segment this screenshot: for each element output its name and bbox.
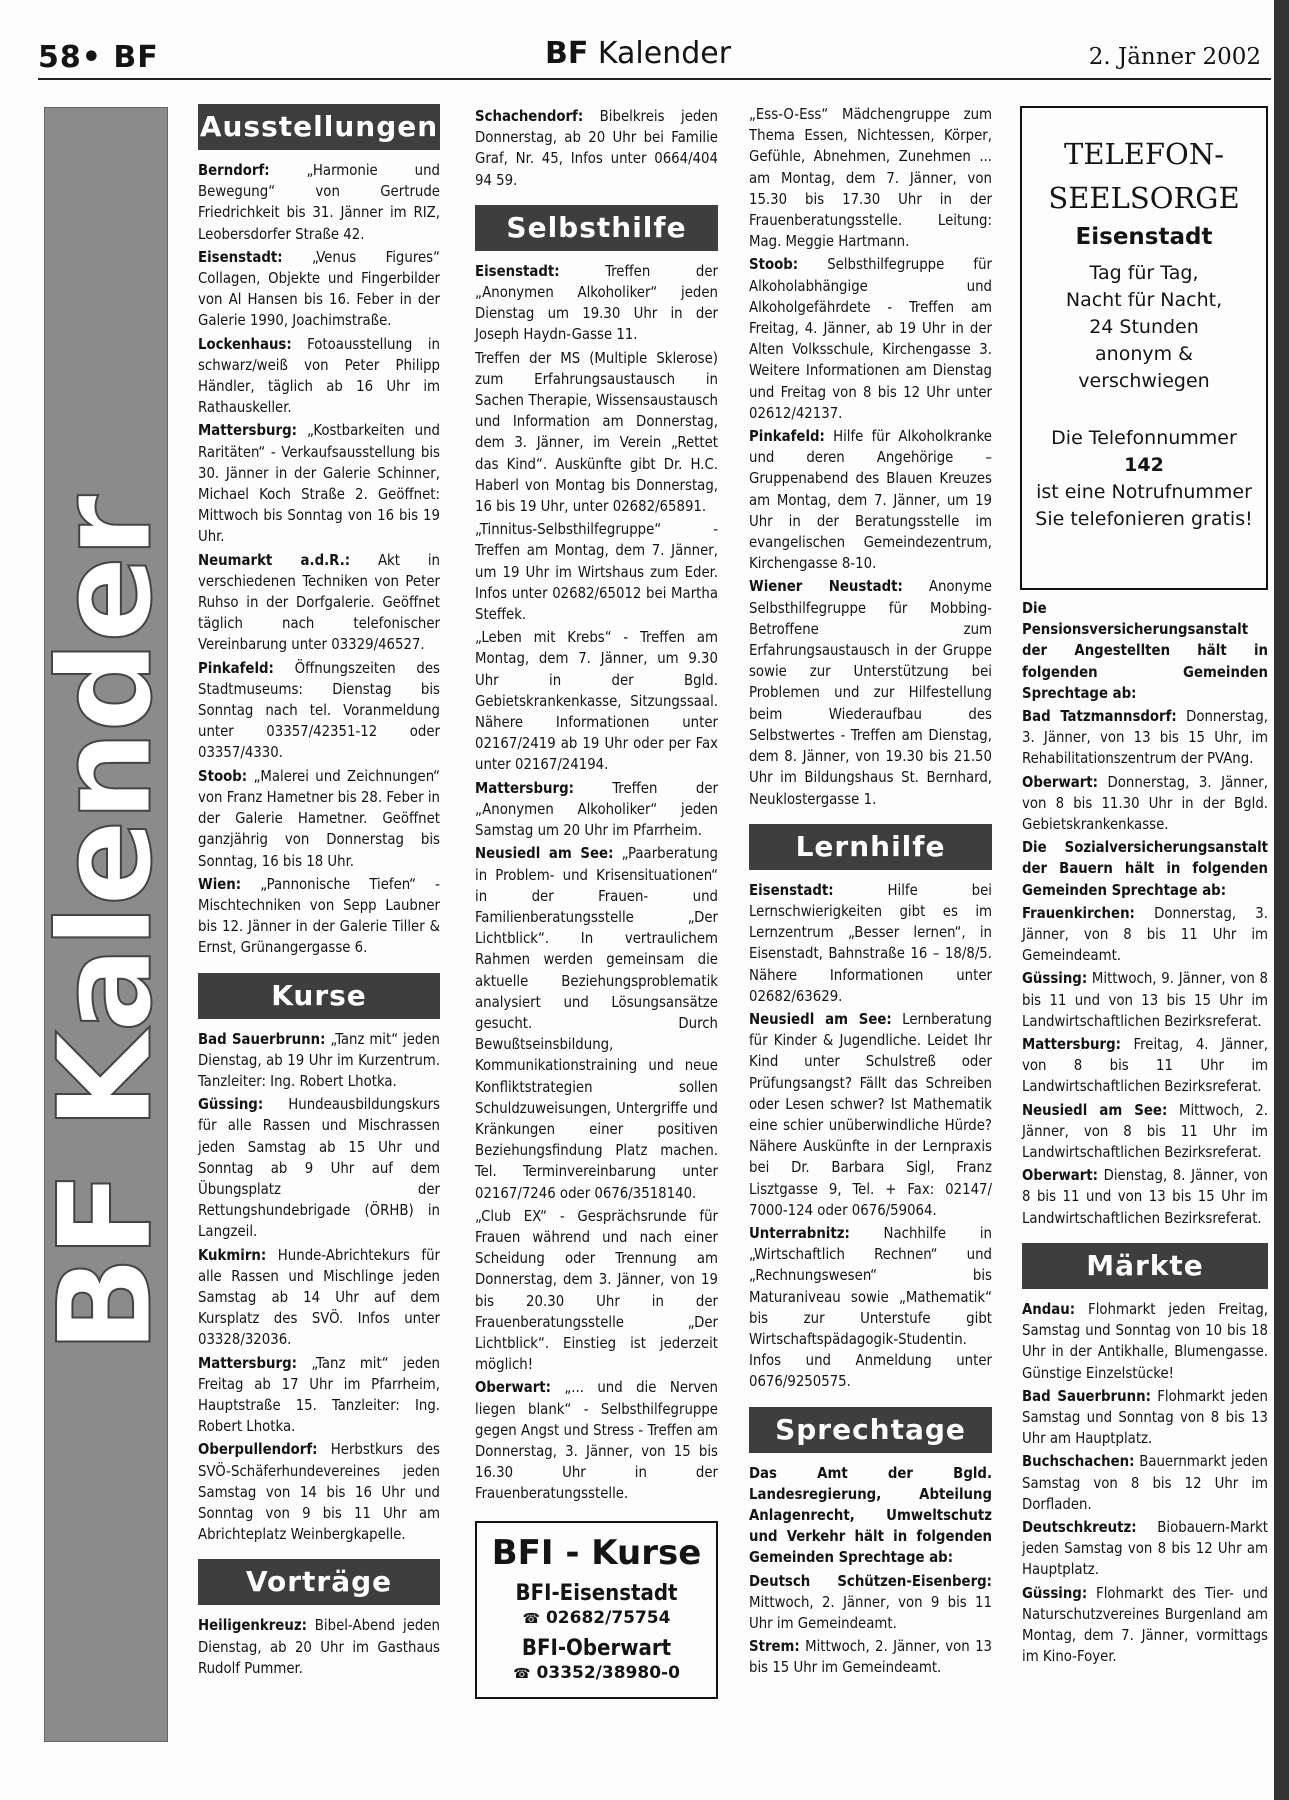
item-text: Donnerstag, 3. Jänner, von 8 bis 11.30 Uhr in der Bgld. Gebietskrankenkasse. <box>1022 773 1268 834</box>
list-item <box>198 334 440 419</box>
list-item <box>1022 1583 1268 1668</box>
item-text: Donnerstag, 3. Jänner, von 13 bis 15 Uhr, im Rehabilitationszentrum der PVAng. <box>1022 708 1268 768</box>
item-text: „Paarberatung in Problem- und Krisensituationen“ in der Frauen- und Familienberatungsstelle „Der Lichtblick“. In vertraulichem Rahmen werden gemeinsam die aktuelle Beziehungsproblematik analysiert und Lösungsansätze gesucht. Durch Bewußtseinsbildung, Kommunikationstraining und neue Konfliktstrategien sollen Schuldzuweisungen, Untergriffe und Kränkungen einer positiven Beziehungsfindung Platz machen. Tel. Terminvereinbarung unter 02167/7246 oder 0676/3518140. <box>475 845 718 1202</box>
item-text: Herbstkurs des SVÖ-Schäferhundevereines jeden Samstag von 14 bis 16 Uhr und Sonntag von 9 bis 11 Uhr am Abrichteplatz Weinbergkapelle. <box>198 1441 440 1544</box>
item-place: Oberwart: <box>1022 1167 1098 1185</box>
page-edge <box>1274 0 1289 1800</box>
item-text: Treffen der „Anonymen Alkoholiker“ jeden Samstag um 20 Uhr im Pfarrheim. <box>475 779 718 840</box>
list-item <box>475 778 718 842</box>
item-place: Pinkafeld: <box>749 428 825 446</box>
section-lead: Die Sozialversicherungsanstalt der Bauern hält in folgenden Gemeinden Sprechtage ab: <box>1022 839 1268 899</box>
issue-date: 2. Jänner 2002 <box>1088 44 1261 70</box>
item-text: Dienstag, 8. Jänner, von 8 bis 11 und von 13 bis 15 Uhr im Landwirtschaftlichen Bezirksreferat. <box>1022 1167 1268 1227</box>
item-text: Flohmarkt jeden Freitag, Samstag und Sonntag von 10 bis 18 Uhr in der Antikhalle, Blumengasse. Günstige Einzelstücke! <box>1022 1300 1268 1382</box>
item-place: Mattersburg: <box>475 779 574 797</box>
column-2 <box>475 106 718 1699</box>
list-item <box>749 576 992 809</box>
item-place: Neusiedl am See: <box>475 845 614 863</box>
section-heading: Sprechtage <box>749 1407 992 1453</box>
item-place: Unterrabnitz: <box>749 1224 850 1242</box>
page-number: 58• BF <box>38 40 159 75</box>
list-item <box>1022 1517 1268 1581</box>
column-4 <box>1022 598 1268 1669</box>
list-item <box>198 550 440 656</box>
list-item <box>1022 1299 1268 1384</box>
list-item <box>1022 1100 1268 1164</box>
item-text: Flohmarkt jeden Samstag und Sonntag von 8 bis 13 Uhr am Hauptplatz. <box>1022 1387 1268 1448</box>
list-item <box>198 766 440 872</box>
list-item <box>475 261 718 346</box>
list-item <box>198 1439 440 1545</box>
item-text: Fotoausstellung in schwarz/weiß von Peter Philipp Händler, täglich ab 16 Uhr im Rathauskeller. <box>198 335 440 417</box>
emergency-number: 142 <box>1124 454 1164 476</box>
list-item <box>1022 706 1268 770</box>
list-item <box>749 1636 992 1678</box>
list-item <box>749 1223 992 1393</box>
section-list <box>749 880 992 1393</box>
item-text: „Leben mit Krebs“ - Treffen am Montag, dem 7. Jänner, um 9.30 Uhr in der Bgld. Gebietskrankenkasse, Sitzungssaal. Nähere Informationen unter 02167/2419 ab 19 Uhr oder per Fax unter 02167/24194. <box>475 629 718 774</box>
item-place: Eisenstadt: <box>475 262 560 280</box>
list-item <box>198 1615 440 1679</box>
list-item <box>198 160 440 245</box>
item-place: Oberpullendorf: <box>198 1441 318 1459</box>
item-place: Stoob: <box>749 256 799 274</box>
list-item <box>475 843 718 1203</box>
phone-icon: ☎ <box>522 1610 540 1627</box>
bfi-title: BFI - Kurse <box>491 1532 702 1573</box>
list-item <box>475 1377 718 1504</box>
item-place: Bad Tatzmannsdorf: <box>1022 708 1177 726</box>
section-heading: Vorträge <box>198 1559 440 1605</box>
list-item <box>1022 1451 1268 1515</box>
list-item <box>198 1245 440 1351</box>
list-item <box>475 627 718 775</box>
item-place: Oberwart: <box>475 1379 551 1397</box>
item-text: Hundeausbildungskurs für alle Rassen und Mischrassen jeden Samstag ab 15 Uhr und Sonntag ab 9 Uhr auf dem Übungsplatz der Rettungshundebrigade (ÖRHB) in Langzeil. <box>198 1096 440 1241</box>
item-text: „Kostbarkeiten und Raritäten“ - Verkaufsausstellung bis 30. Jänner in der Galerie Schinner, Michael Koch Straße 2. Geöffnet: Mittwoch bis Sonntag von 16 bis 19 Uhr. <box>198 422 440 546</box>
item-text: Flohmarkt des Tier- und Naturschutzvereines Burgenland am Montag, dem 7. Jänner, vormittags im Kino-Foyer. <box>1022 1584 1268 1666</box>
section-list <box>475 106 718 191</box>
section-heading: Kurse <box>198 973 440 1019</box>
item-place: Eisenstadt: <box>749 881 834 899</box>
list-item <box>749 426 992 574</box>
item-place: Eisenstadt: <box>198 248 283 266</box>
item-text: Nachhilfe in „Wirtschaftlich Rechnen“ und „Rechnungswesen“ bis Maturaniveau sowie „Mathematik“ bis zur Unterstufe gibt Wirtschaftspädagogik-Studentin. Infos und Anmeldung unter 0676/9250575. <box>749 1224 992 1391</box>
item-text: Akt in verschiedenen Techniken von Peter Ruhso in der Dorfgalerie. Geöffnet täglich nach telefonischer Vereinbarung unter 03329/46527. <box>198 551 440 654</box>
item-place: Berndorf: <box>198 162 270 179</box>
box-lines: Tag für Tag, Nacht für Nacht, 24 Stunden anonym & verschwiegen <box>1065 262 1223 392</box>
item-text: Mittwoch, 9. Jänner, von 8 bis 11 und von 13 bis 15 Uhr im Landwirtschaftlichen Bezirksreferat. <box>1022 970 1268 1030</box>
list-item <box>749 1571 992 1635</box>
item-place: Mattersburg: <box>1022 1036 1121 1054</box>
section-list <box>1022 1299 1268 1667</box>
item-text: „Tanz mit“ jeden Dienstag, ab 19 Uhr im Kurzentrum. Tanzleiter: Ing. Robert Lhotka. <box>198 1030 440 1090</box>
section-lead: Das Amt der Bgld. Landesregierung, Abteilung Anlagenrecht, Umweltschutz und Verkehr hält in folgenden Gemeinden Sprechtage ab: <box>749 1464 992 1567</box>
item-text: Mittwoch, 2. Jänner, von 9 bis 11 Uhr im Gemeindeamt. <box>749 1593 992 1632</box>
item-text: „Malerei und Zeichnungen“ von Franz Hametner bis 28. Feber in der Galerie Hametner. Geöffnet ganzjährig von Donnerstag bis Sonntag, 16 bis 18 Uhr. <box>198 767 440 870</box>
item-text: „Ess-O-Ess“ Mädchengruppe zum Thema Essen, Nichtessen, Körper, Gefühle, Abnehmen, Zunehmen ... am Montag, dem 7. Jänner, von 15.30 bis 17.30 Uhr in der Frauenberatungsstelle. Leitung: Mag. Meggie Hartmann. <box>749 106 992 251</box>
section-list <box>1022 706 1268 835</box>
item-place: Mattersburg: <box>198 422 297 440</box>
item-text: Hilfe für Alkoholkranke und deren Angehörige – Gruppenabend des Blauen Kreuzes am Montag, dem 7. Jänner, um 19 Uhr in der Beratungsstelle im evangelischen Gemeindezentrum, Kirchengasse 8-10. <box>749 428 992 573</box>
item-place: Mattersburg: <box>198 1354 297 1372</box>
item-text: Mittwoch, 2. Jänner, von 13 bis 15 Uhr im Gemeindeamt. <box>749 1638 992 1677</box>
item-place: Oberwart: <box>1022 773 1098 791</box>
item-place: Schachendorf: <box>475 108 584 125</box>
section-list <box>198 160 440 959</box>
item-text: „Tinnitus-Selbsthilfegruppe“ - Treffen am Montag, dem 7. Jänner, um 19 Uhr im Wirtshaus zum Eder. Infos unter 02682/65012 bei Martha Steffek. <box>475 521 718 624</box>
box-city: Eisenstadt <box>1075 224 1213 250</box>
list-item <box>749 254 992 424</box>
section-list <box>198 1615 440 1679</box>
header-rule <box>38 78 1271 80</box>
item-text: „Harmonie und Bewegung“ von Gertrude Friedrichkeit bis 31. Jänner im RIZ, Leobersdorfer Straße 42. <box>198 162 440 243</box>
item-text: Freitag, 4. Jänner, von 8 bis 11 Uhr im Landwirtschaftlichen Bezirksreferat. <box>1022 1036 1268 1096</box>
section-list <box>475 261 718 1505</box>
list-item <box>1022 903 1268 967</box>
item-text: „... und die Nerven liegen blank“ - Selbsthilfegruppe gegen Angst und Stress - Treffen am Donnerstag, 3. Jänner, von 15 bis 16.30 Uhr in der Frauenberatungsstelle. <box>475 1379 718 1503</box>
list-item <box>198 1094 440 1242</box>
section-lead: Die Pensionsversicherungsanstalt der Angestellten hält in folgenden Gemeinden Sprechtage ab: <box>1022 600 1268 702</box>
item-place: Heiligenkreuz: <box>198 1617 307 1635</box>
item-text: Treffen der „Anonymen Alkoholiker“ jeden Dienstag um 19.30 Uhr in der Joseph Haydn-Gasse 11. <box>475 262 718 344</box>
list-item <box>749 880 992 1007</box>
item-text: Bibel-Abend jeden Dienstag, ab 20 Uhr im Gasthaus Rudolf Pummer. <box>198 1617 440 1677</box>
item-text: Öffnungszeiten des Stadtmuseums: Dienstag bis Sonntag nach tel. Voranmeldung unter 03357/42351-12 oder 03357/4330. <box>198 659 440 762</box>
section-list <box>198 1029 440 1546</box>
item-text: Mittwoch, 2. Jänner, von 8 bis 11 Uhr im Landwirtschaftlichen Bezirksreferat. <box>1022 1101 1268 1162</box>
item-text: „Venus Figures“ Collagen, Objekte und Fingerbilder von Al Hansen bis 16. Feber in der Galerie 1990, Joachimstraße. <box>198 248 440 330</box>
item-place: Güssing: <box>1022 970 1088 988</box>
item-place: Wiener Neustadt: <box>749 578 903 596</box>
list-item <box>749 1009 992 1221</box>
item-place: Kukmirn: <box>198 1246 267 1264</box>
item-place: Deutschkreutz: <box>1022 1518 1137 1536</box>
item-place: Deutsch Schützen-Eisenberg: <box>749 1572 992 1590</box>
section-list <box>1022 903 1268 1229</box>
list-item <box>1022 1165 1268 1229</box>
item-text: Hunde-Abrichtekurs für alle Rassen und Mischlinge jeden Samstag ab 14 Uhr auf dem Kursplatz des SVÖ. Infos unter 03328/32036. <box>198 1246 440 1349</box>
page-header <box>0 0 1289 80</box>
bfi-ad-box <box>475 1521 718 1699</box>
column-1 <box>198 104 440 1681</box>
box-phone-info: Die Telefonnummer 142 ist eine Notrufnummer Sie telefonieren gratis! <box>1022 425 1266 533</box>
item-place: Pinkafeld: <box>198 659 274 677</box>
column-3 <box>749 104 992 1681</box>
section-list <box>749 1571 992 1679</box>
section-list <box>749 104 992 810</box>
side-banner: BF Kalender <box>44 107 168 1742</box>
item-text: „Tanz mit“ jeden Freitag ab 17 Uhr im Pfarrheim, Hauptstraße 15. Tanzleiter: Ing. Robert Lhotka. <box>198 1354 440 1436</box>
section-heading: Lernhilfe <box>749 824 992 870</box>
page-title: BF Kalender <box>545 36 732 71</box>
item-place: Frauenkirchen: <box>1022 904 1135 922</box>
list-item <box>1022 1034 1268 1098</box>
item-text: Hilfe bei Lernschwierigkeiten gibt es im Lernzentrum „Besser lernen“, in Eisenstadt, Bahnstraße 16 – 18/8/5. Nähere Informationen unter 02682/63629. <box>749 881 992 1005</box>
bfi-location: BFI-Eisenstadt <box>515 1580 678 1606</box>
section-heading: Ausstellungen <box>198 104 440 150</box>
item-place: Güssing: <box>198 1096 264 1114</box>
item-text: Treffen der MS (Multiple Sklerose) zum Erfahrungsaustausch in Sachen Therapie, Wissensaustausch und Information am Donnerstag, dem 3. Jänner, im Verein „Rettet das Kind“. Auskünfte gibt Dr. H.C. Haberl von Montag bis Donnerstag, 16 bis 19 Uhr, unter 02682/65891. <box>475 349 718 516</box>
list-item <box>475 106 718 191</box>
item-place: Lockenhaus: <box>198 335 292 353</box>
item-place: Buchschachen: <box>1022 1453 1135 1471</box>
item-text: Biobauern-Markt jeden Samstag von 8 bis 12 Uhr am Hauptplatz. <box>1022 1518 1268 1579</box>
phone-icon: ☎ <box>513 1665 531 1682</box>
list-item <box>1022 968 1268 1032</box>
item-place: Stoob: <box>198 767 248 785</box>
item-text: Anonyme Selbsthilfegruppe für Mobbing-Betroffene zum Erfahrungsaustausch in der Gruppe sowie zur Unterstützung bei Problemen und zur Hilfestellung beim Wiederaufbau des Selbstwertes - Treffen am Dienstag, dem 8. Jänner, von 19.30 bis 21.50 Uhr im Bildungshaus St. Bernhard, Neuklostergasse 1. <box>749 578 992 808</box>
list-item <box>475 1206 718 1376</box>
list-item <box>198 658 440 764</box>
bfi-phone: ☎ 02682/75754 <box>522 1607 671 1628</box>
item-place: Bad Sauerbrunn: <box>198 1030 326 1048</box>
item-text: Bauernmarkt jeden Samstag von 8 bis 12 Uhr im Dorfladen. <box>1022 1453 1268 1513</box>
item-text: Bibelkreis jeden Donnerstag, ab 20 Uhr bei Familie Graf, Nr. 45, Infos unter 0664/404 94 59. <box>475 108 718 189</box>
item-place: Neusiedl am See: <box>1022 1101 1168 1119</box>
list-item <box>475 519 718 625</box>
item-text: „Pannonische Tiefen“ - Mischtechniken von Sepp Laubner bis 12. Jänner in der Galerie Tiller & Ernst, Grünangergasse 6. <box>198 875 440 957</box>
item-text: „Club EX“ - Gesprächsrunde für Frauen während und nach einer Scheidung oder Trennung am Donnerstag, dem 3. Jänner, von 19 bis 20.30 Uhr in der Frauenberatungsstelle „Der Lichtblick“. Einstieg ist jederzeit möglich! <box>475 1207 718 1374</box>
list-item <box>198 1029 440 1093</box>
section-heading: Selbsthilfe <box>475 205 718 251</box>
item-place: Güssing: <box>1022 1584 1088 1602</box>
bfi-phone: ☎ 03352/38980-0 <box>513 1662 680 1683</box>
item-place: Wien: <box>198 875 242 893</box>
item-place: Bad Sauerbrunn: <box>1022 1387 1151 1405</box>
item-place: Andau: <box>1022 1300 1076 1318</box>
list-item <box>198 874 440 959</box>
list-item <box>198 247 440 332</box>
list-item <box>475 348 718 518</box>
list-item <box>198 420 440 547</box>
section-heading: Märkte <box>1022 1243 1268 1289</box>
item-text: Donnerstag, 3. Jänner, von 8 bis 11 Uhr im Gemeindeamt. <box>1022 904 1268 965</box>
list-item <box>749 104 992 252</box>
list-item <box>1022 1386 1268 1450</box>
item-text: Selbsthilfegruppe für Alkoholabhängige und Alkoholgefährdete - Treffen am Freitag, 4. Jänner, ab 19 Uhr in der Alten Volksschule, Kirchengasse 3. Weitere Informationen am Dienstag und Freitag von 8 bis 12 Uhr unter 02612/42137. <box>749 256 992 422</box>
telefonseelsorge-box <box>1020 106 1268 590</box>
item-place: Neusiedl am See: <box>749 1010 892 1028</box>
bfi-location: BFI-Oberwart <box>521 1635 672 1661</box>
item-text: Lernberatung für Kinder & Jugendliche. Leidet Ihr Kind unter Schulstreß oder Prüfungsangst? Fällt das Schreiben oder Lesen schwer? Ist Mathematik eine schier unüberwindliche Hürde? Nähere Auskünfte in der Lernpraxis bei Dr. Barbara Sigl, Franz Lisztgasse 9, Tel. + Fax: 02147/ 7000-124 oder 0676/59064. <box>749 1010 992 1219</box>
list-item <box>198 1353 440 1438</box>
item-place: Strem: <box>749 1638 800 1656</box>
item-place: Neumarkt a.d.R.: <box>198 551 351 569</box>
list-item <box>1022 772 1268 836</box>
box-title: TELEFON- SEELSORGE <box>1048 137 1240 215</box>
